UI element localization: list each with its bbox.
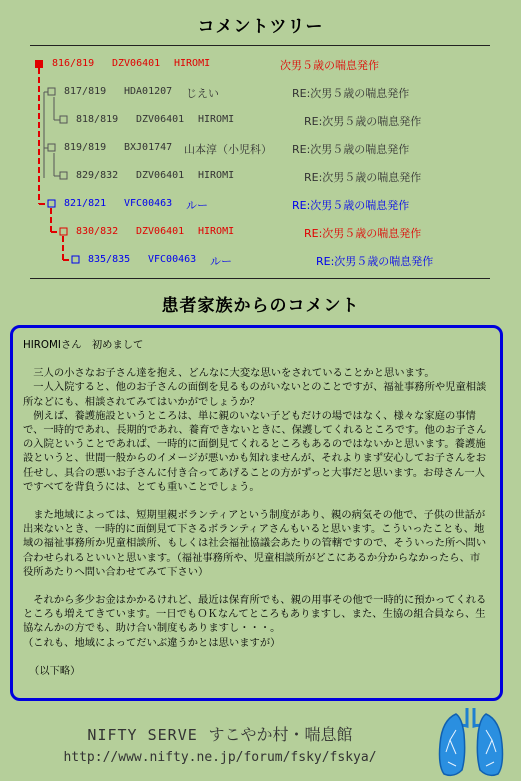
tree-node[interactable] [76,226,422,240]
comment-paragraph: また地域によっては、短期里親ボランティアという制度があり、親の病気その他で、子供の世話が出来ないとき、一時的に面倒見て下さるボランティアさんもいると思います。こういったことも、地域の福祉事務所か児童相談所、もしくは社会福祉協議会あたりの管轄ですので、そういった所へ問い合わせられるといいと思います。（福祉事務所や、児童相談所がどこにあるか分からなかったら、市役所あたりへ問い合わせてみて下さい） [23,509,487,578]
user-id: DZV06401 [136,226,185,237]
user-name: じえい [186,87,219,100]
user-id: VFC00463 [148,254,197,265]
gray-connectors [44,92,60,178]
comment-greeting: HIROMIさん 初めまして [23,339,144,351]
message-id: 817/819 [64,86,107,97]
user-id: HDA01207 [124,86,173,97]
service-name: NIFTY SERVE [87,726,198,744]
comment-paragraph: それから多少お金はかかるけれど、最近は保育所でも、親の用事その他で一時的に預かってくれるところも増えてきています。一日でもＯＫなんてところもありますし、また、生協の組合員なら、生協なんかの方でも、助け合い制度もありますし・・・。 （これも、地域によってだいぶ違うかとは思いますが） [23,594,487,649]
message-subject[interactable]: RE:次男５歳の喘息発作 [304,227,422,240]
message-id: 816/819 [52,58,95,69]
user-id: DZV06401 [136,170,185,181]
node-box [48,144,55,151]
user-id: DZV06401 [136,114,185,125]
node-box [48,88,55,95]
message-id: 830/832 [76,226,119,237]
message-subject[interactable]: RE:次男５歳の喘息発作 [304,171,422,184]
tree-node[interactable] [88,254,434,268]
tree-node[interactable] [76,114,422,128]
user-name: HIROMI [198,226,235,237]
message-subject[interactable]: RE:次男５歳の喘息発作 [316,255,434,268]
divider [30,278,490,279]
user-id: VFC00463 [124,198,173,209]
user-name: ルー [210,255,232,268]
current-node-marker [35,60,43,68]
message-id: 821/821 [64,198,107,209]
comment-tree [0,0,521,290]
user-name: 山本淳（小児科） [184,143,272,156]
message-id: 829/832 [76,170,119,181]
user-name: ルー [186,199,208,212]
forum-name: すこやか村・喘息館 [208,725,353,744]
comments-heading: 患者家族からのコメント [161,296,360,316]
comment-box [10,325,503,701]
message-subject[interactable]: RE:次男５歳の喘息発作 [292,143,410,156]
footer-url[interactable]: http://www.nifty.ne.jp/forum/fsky/fskya/ [63,750,377,765]
user-name: HIROMI [198,170,235,181]
message-subject[interactable]: 次男５歳の喘息発作 [280,59,379,72]
node-box [48,200,55,207]
user-id: DZV06401 [112,58,161,69]
message-id: 818/819 [76,114,119,125]
node-box [60,116,67,123]
tree-node[interactable] [64,198,410,212]
tree-node[interactable] [64,86,410,100]
node-box [72,256,79,263]
tree-node[interactable] [76,170,422,184]
message-id: 819/819 [64,142,107,153]
node-box [60,172,67,179]
user-id: BXJ01747 [124,142,173,153]
node-box [60,228,67,235]
message-subject[interactable]: RE:次男５歳の喘息発作 [304,115,422,128]
message-subject[interactable]: RE:次男５歳の喘息発作 [292,87,410,100]
tree-node[interactable] [52,58,379,72]
user-name: HIROMI [198,114,235,125]
footer-title [0,722,440,745]
comment-paragraph: 三人の小さなお子さん達を抱え、どんなに大変な思いをされていることかと思います。 一人入院すると、他のお子さんの面倒を見るものがいないとのことですが、福祉事務所や児童相談所などにも、相談されてみてはいかがでしょうか？ 例えば、養護施設というところは、単に親のいない子どもだけの場ではなく、様々な家庭の事情で、一時的であれ、長期的であれ、養育できないときに、保護してくれるところです。他のお子さんの入院ということであれば、一時的に面倒見てくれるところもあるのではないかと思います。養護施設というと、世間一般からのイメージが悪いかも知れませんが、それよりまず安心してお子さんをお任せし、具合の悪いお子さんに付き合ってあげることの方がずっと大事だと思います。お母さん一人ですべてを背負うには、とても重いことでしょう。 [23,367,487,493]
lungs-icon [436,704,506,778]
user-name: HIROMI [174,58,211,69]
comment-tree-title: コメントツリー [197,17,324,37]
message-id: 835/835 [88,254,131,265]
tree-node[interactable] [64,142,410,156]
comment-closing: （以下略） [29,664,81,677]
message-subject[interactable]: RE:次男５歳の喘息発作 [292,199,410,212]
